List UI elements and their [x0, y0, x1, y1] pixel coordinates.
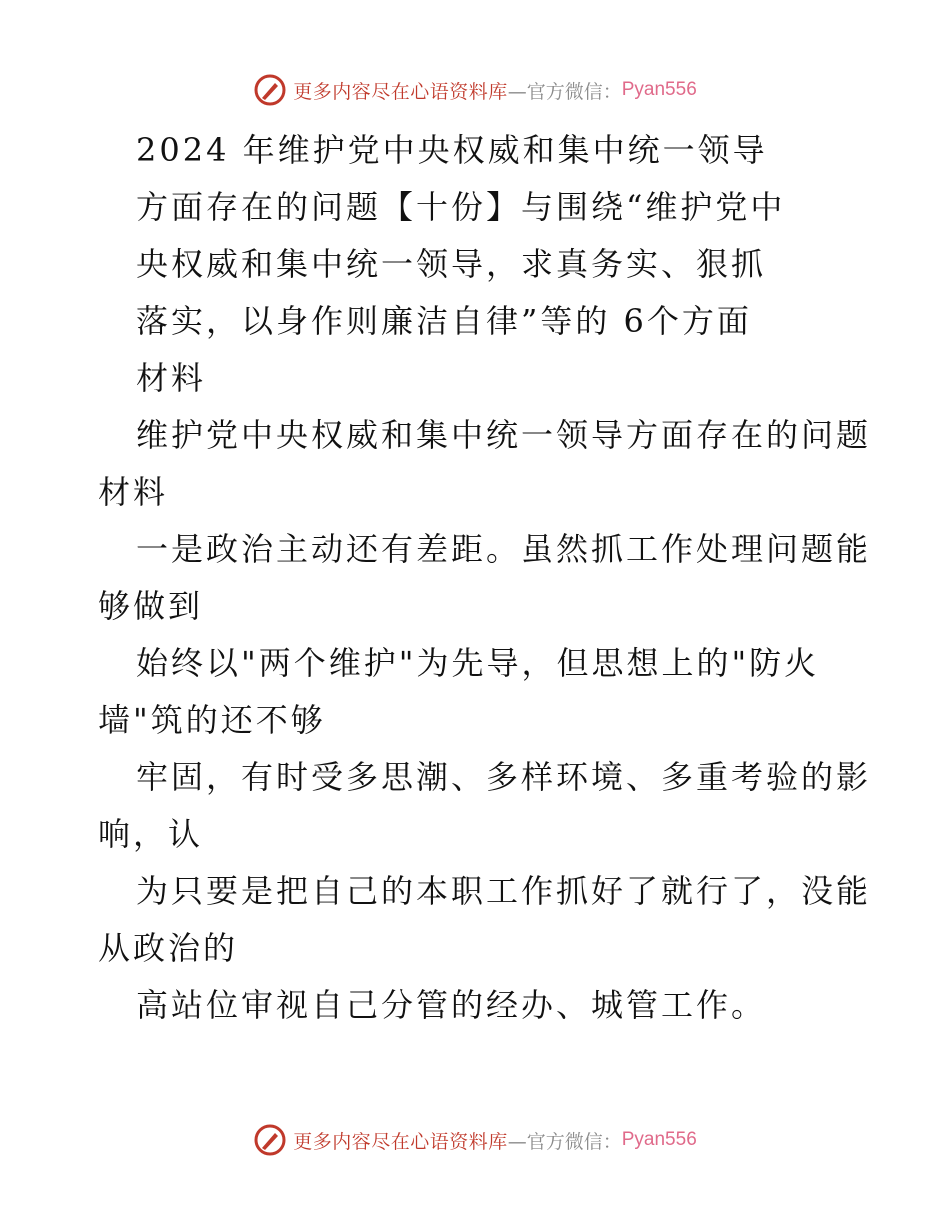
- banner-wechat-label: —官方微信：: [507, 1130, 622, 1153]
- title-line: 落实，以身作则廉洁自律”等的 6个方面: [136, 302, 752, 340]
- banner-text: 更多内容尽在心语资料库: [293, 80, 508, 103]
- body-line: 墙"筑的还不够: [98, 701, 326, 739]
- banner-wechat-id: Pyan556: [621, 79, 697, 100]
- title-line: 2024 年维护党中央权威和集中统一领导: [136, 131, 768, 169]
- body-line: 从政治的: [98, 929, 239, 967]
- body-line: 高站位审视自己分管的经办、城管工作。: [136, 986, 767, 1024]
- pen-logo-icon: [253, 73, 287, 107]
- title-line: 央权威和集中统一领导，求真务实、狠抓: [136, 245, 767, 283]
- title-line: 方面存在的问题【十份】与围绕“维护党中: [136, 188, 786, 226]
- banner-text: 更多内容尽在心语资料库: [293, 1130, 508, 1153]
- body-line: 牢固，有时受多思潮、多样环境、多重考验的影: [136, 758, 872, 796]
- banner-wechat-label: —官方微信：: [507, 80, 622, 103]
- title-line: 材料: [136, 359, 207, 397]
- header-banner: [0, 68, 950, 112]
- footer-banner: [0, 1118, 950, 1162]
- body-line: 响，认: [98, 815, 204, 853]
- body-line: 够做到: [98, 587, 204, 625]
- body-line: 一是政治主动还有差距。虽然抓工作处理问题能: [136, 530, 872, 568]
- body-line: 材料: [98, 473, 169, 511]
- body-line: 维护党中央权威和集中统一领导方面存在的问题: [136, 416, 872, 454]
- pen-logo-icon: [253, 1123, 287, 1157]
- banner-wechat-id: Pyan556: [621, 1129, 697, 1150]
- body-line: 为只要是把自己的本职工作抓好了就行了，没能: [136, 872, 872, 910]
- document-body: [98, 122, 872, 1034]
- body-line: 始终以"两个维护"为先导，但思想上的"防火: [136, 644, 820, 682]
